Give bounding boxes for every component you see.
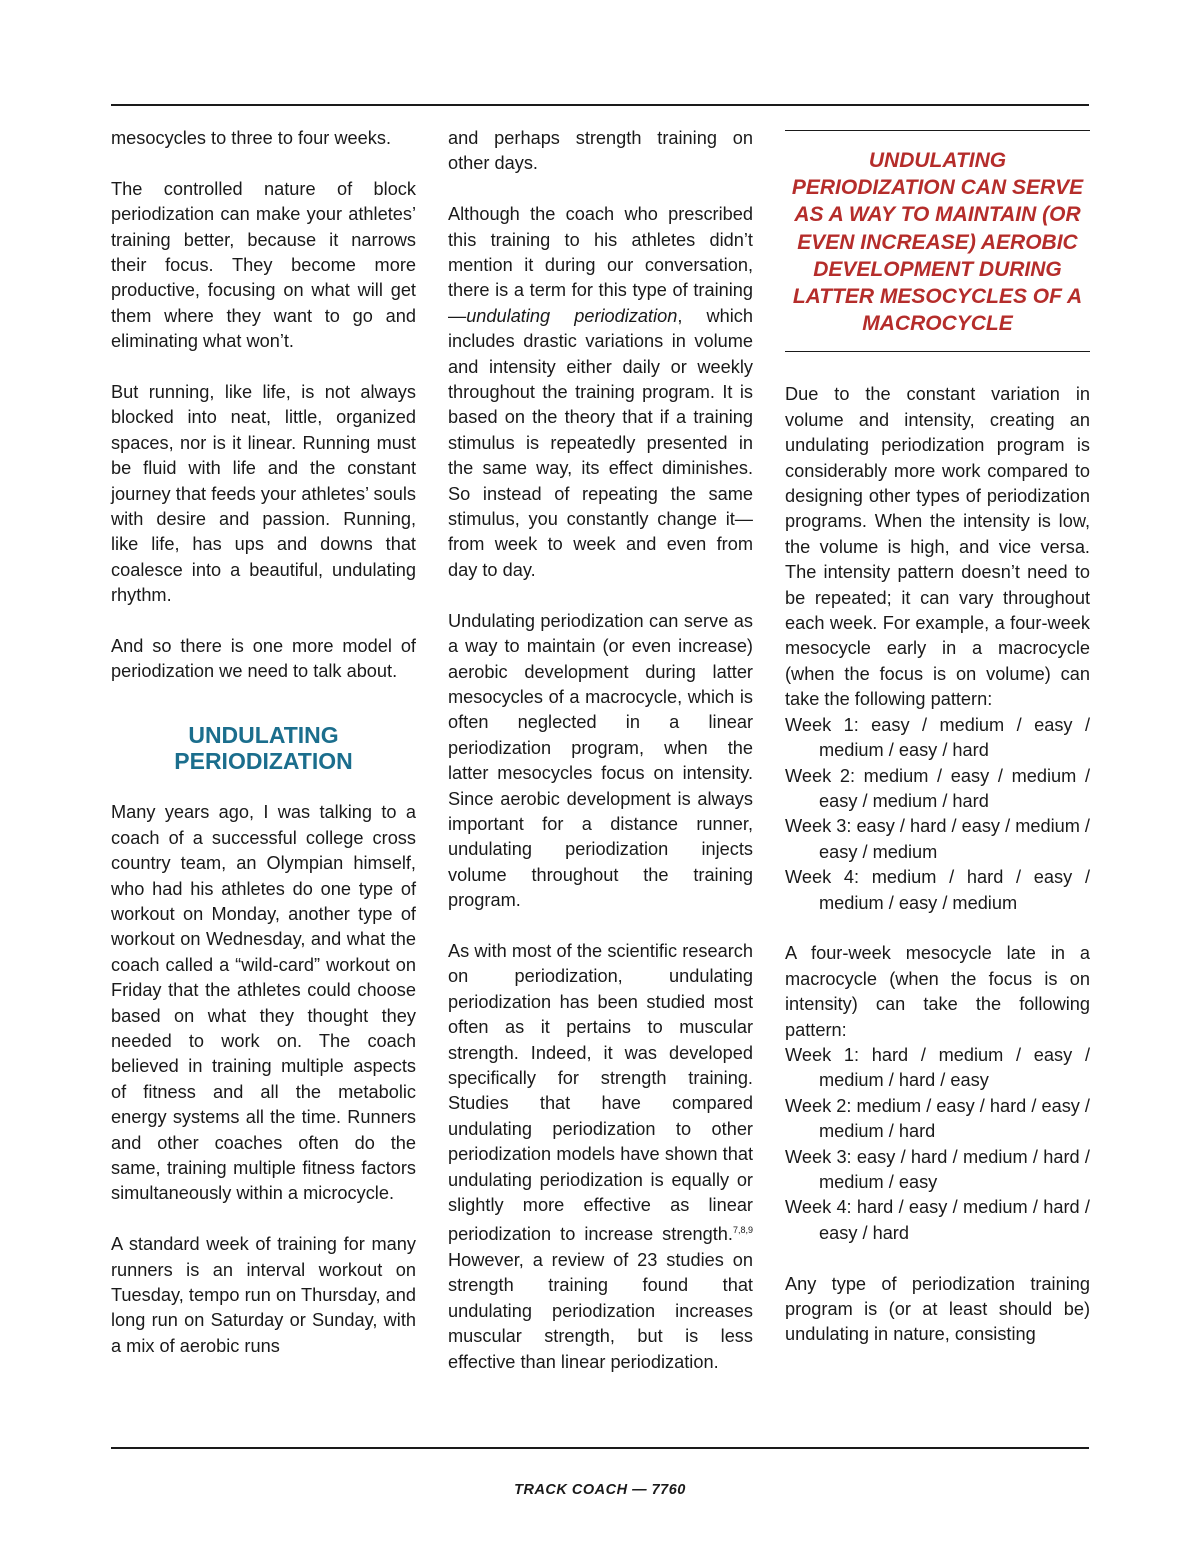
paragraph <box>448 939 753 1375</box>
paragraph: and perhaps strength training on other days. <box>448 128 753 174</box>
section-heading <box>111 710 416 774</box>
paragraph: And so there is one more model of periodization we need to talk about. <box>111 636 416 682</box>
week-pattern-list-early <box>785 713 1090 916</box>
top-rule <box>111 104 1089 106</box>
week-pattern: Week 4: hard / easy / medium / hard / easy / hard <box>785 1197 1090 1243</box>
column-3 <box>785 126 1090 1348</box>
week-pattern: Week 4: medium / hard / easy / medium / easy / medium <box>785 867 1090 913</box>
section-heading-line: UNDULATING <box>188 722 339 749</box>
text-run: However, a review of 23 studies on strength training found that undulating periodization increases muscular strength, but is less effective than linear periodization. <box>448 1249 753 1372</box>
week-pattern: Week 1: hard / medium / easy / medium / hard / easy <box>785 1044 1090 1091</box>
reference-superscript: 7,8,9 <box>732 1225 753 1236</box>
section-heading-line: PERIODIZATION <box>174 748 353 775</box>
column-1 <box>111 126 416 1359</box>
paragraph: Any type of periodization training program is (or at least should be) undulating in nature, consisting <box>785 1273 1090 1345</box>
paragraph: Due to the constant variation in volume and intensity, creating an undulating periodization program is considerably more work compared to designing other types of periodization programs. When the intensity is low, the volume is high, and vice versa. The intensity pattern doesn’t need to be repeated; it can vary throughout each week. For example, a four-week mesocycle early in a macrocycle (when the focus is on volume) can take the following pattern: <box>785 384 1090 710</box>
italic-term: undulating periodization <box>466 305 678 326</box>
text-run: , which includes drastic variations in volume and intensity either daily or weekly throughout the training program. It is based on the theory that if a training stimulus is repeatedly presented in the same way, its effect diminishes. So instead of repeating the same stimulus, you constantly change it—from week to week and even from day to day. <box>448 305 754 580</box>
paragraph: A standard week of training for many runners is an interval workout on Tuesday, tempo run on Thursday, and long run on Saturday or Sunday, with a mix of aerobic runs <box>111 1234 416 1356</box>
page-footer: TRACK COACH — 7760 <box>514 1482 686 1498</box>
bottom-rule <box>111 1447 1089 1449</box>
paragraph: But running, like life, is not always blocked into neat, little, organized spaces, nor is it linear. Running must be fluid with life and the constant journey that feeds your athletes’ souls with desire and passion. Running, like life, has ups and downs that coalesce into a beautiful, undulating rhythm. <box>111 382 416 606</box>
paragraph: The controlled nature of block periodization can make your athletes’ training better, because it narrows their focus. They become more productive, focusing on what will get them where they want to go and eliminating what won’t. <box>111 178 416 352</box>
paragraph: Many years ago, I was talking to a coach of a successful college cross country team, an Olympian himself, who had his athletes do one type of workout on Monday, another type of workout on Wednesday, and what the coach called a “wild-card” workout on Friday that the athletes could choose based on what they thought they needed to work on. The coach believed in training multiple aspects of fitness and all the metabolic energy systems all the time. Runners and other coaches often do the same, training multiple fitness factors simultaneously within a microcycle. <box>111 802 416 1204</box>
paragraph: A four-week mesocycle late in a macrocycle (when the focus is on intensity) can take the following pattern: <box>785 943 1090 1040</box>
paragraph: mesocycles to three to four weeks. <box>111 128 392 148</box>
column-2 <box>448 126 753 1375</box>
text-run: Although the coach who prescribed this training to his athletes didn’t mention it during our conversation, there is a term for this type of training— <box>448 204 753 326</box>
week-pattern: Week 2: medium / easy / medium / easy / medium / hard <box>785 765 1090 811</box>
week-pattern-list-late <box>785 1043 1090 1246</box>
week-pattern: Week 2: medium / easy / hard / easy / medium / hard <box>785 1095 1090 1142</box>
text-run: As with most of the scientific research on periodization, undulating periodization has been studied most often as it pertains to muscular strength. Indeed, it was developed specifically for strength training. Studies that have compared undulating periodization to other periodization models have shown that undulating periodization is equally or slightly more effective as linear periodization to increase strength. <box>448 940 753 1245</box>
paragraph <box>448 202 753 583</box>
paragraph: Undulating periodization can serve as a way to maintain (or even increase) aerobic development during latter mesocycles of a macrocycle, which is often neglected in a linear periodization program, when the latter mesocycles focus on intensity. Since aerobic development is always important for a distance runner, undulating periodization injects volume throughout the training program. <box>448 610 753 911</box>
week-pattern: Week 3: easy / hard / easy / medium / easy / medium <box>785 816 1090 862</box>
week-pattern: Week 3: easy / hard / medium / hard / medium / easy <box>785 1146 1090 1192</box>
pull-quote: UNDULATING PERIODIZATION CAN SERVE AS A WAY TO MAINTAIN (OR EVEN INCREASE) AEROBIC DEVELOPMENT DURING LATTER MESOCYCLES OF A MACROCYCLE <box>785 130 1090 352</box>
week-pattern: Week 1: easy / medium / easy / medium / easy / hard <box>785 714 1090 761</box>
